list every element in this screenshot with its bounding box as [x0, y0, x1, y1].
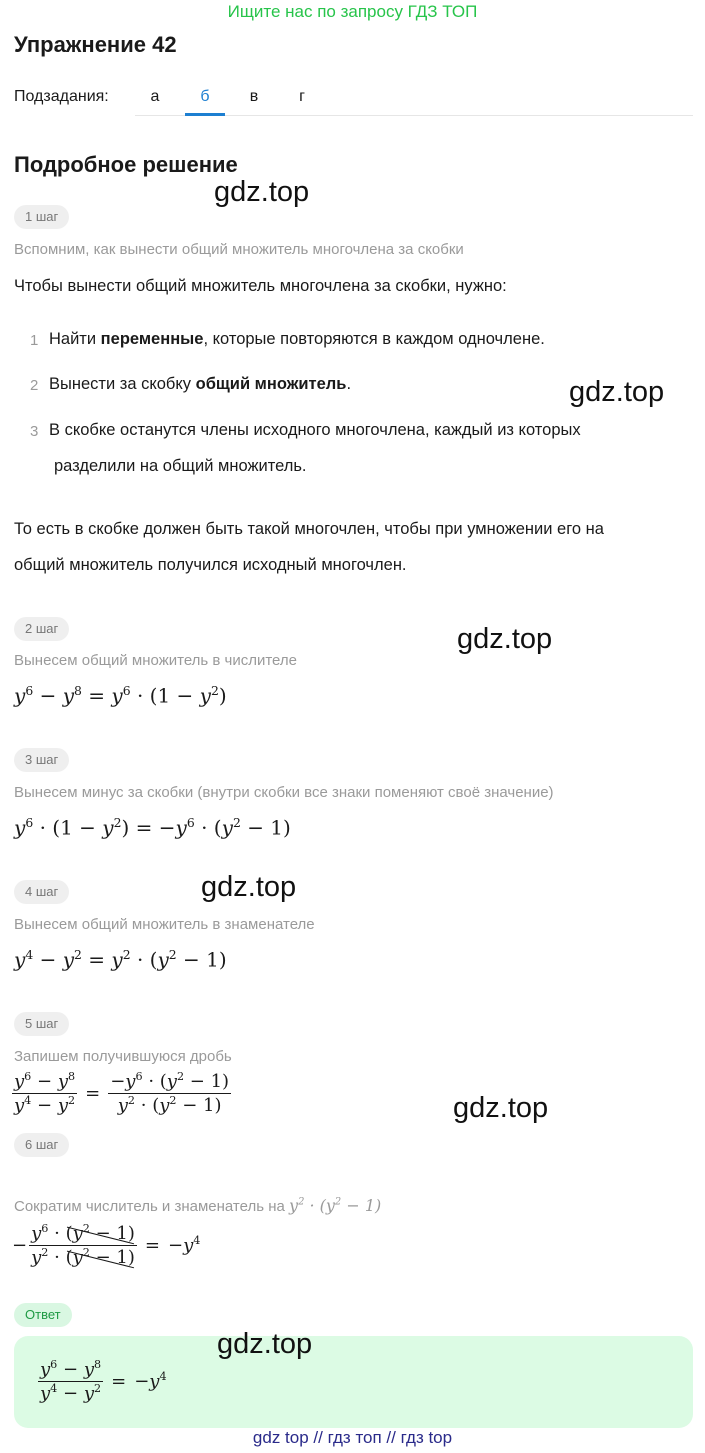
solution-heading: Подробное решение	[14, 152, 238, 177]
watermark: gdz.top	[569, 376, 665, 408]
watermark: gdz.top	[457, 623, 553, 655]
answer-formula: $\frac{y^6 - y^8}{y^4 - y^2}$ = $-y^4$	[40, 1358, 167, 1404]
formula: $y^4 - y^2 = y^2 \cdot (y^2 - 1)$	[14, 947, 227, 972]
step-badge: 3 шаг	[14, 748, 69, 772]
list-item: Найти переменные, которые повторяются в каждом одночлене.	[49, 330, 545, 348]
watermark: gdz.top	[201, 871, 297, 903]
list-item-line: В скобке останутся члены исходного многочлена, каждый из которых	[49, 421, 581, 439]
step-hint: Вынесем общий множитель в знаменателе	[14, 916, 315, 933]
formula: $y^6 - y^8 = y^6 \cdot (1 - y^2)$	[14, 683, 227, 708]
step-text: Чтобы вынести общий множитель многочлена за скобки, нужно:	[14, 277, 507, 295]
step-hint: Запишем получившуюся дробь	[14, 1048, 232, 1065]
active-tab-indicator	[185, 113, 225, 116]
footer-links[interactable]: gdz top // гдз топ // гдз top	[252, 1428, 453, 1447]
subtasks-label: Подзадания:	[14, 88, 109, 105]
formula: $\frac{y^6 - y^8}{y^4 - y^2}$ = $\frac{-y^6 \cdot (y^2 - 1)}{y^2 \cdot (y^2 - 1)}$	[14, 1070, 230, 1116]
step-text: общий множитель получился исходный многочлен.	[14, 556, 407, 574]
list-number: 1	[30, 332, 39, 349]
step-badge: 1 шаг	[14, 205, 69, 229]
formula: $y^6 \cdot (1 - y^2) = -y^6 \cdot (y^2 - 1)$	[14, 815, 291, 840]
step-hint: Вспомним, как вынести общий множитель многочлена за скобки	[14, 241, 464, 258]
watermark: gdz.top	[453, 1092, 549, 1124]
page-title: Упражнение 42	[14, 32, 177, 57]
watermark: gdz.top	[214, 176, 310, 208]
step-text: То есть в скобке должен быть такой многочлен, чтобы при умножении его на	[14, 520, 604, 538]
step-badge: 2 шаг	[14, 617, 69, 641]
step-hint: Вынесем общий множитель в числителе	[14, 652, 298, 669]
step-badge: 6 шаг	[14, 1133, 69, 1157]
subtask-tab-g[interactable]: г	[299, 88, 305, 105]
answer-badge: Ответ	[14, 1303, 72, 1327]
subtask-tab-v[interactable]: в	[249, 88, 259, 105]
step-hint: Вынесем минус за скобки (внутри скобки все знаки поменяют своё значение)	[14, 784, 554, 801]
promo-banner: Ищите нас по запросу ГДЗ ТОП	[227, 2, 478, 21]
formula: − $\frac{y^6 \cdot (y^2 - 1)}{y^2 \cdot (y^2 - 1)}$ = $-y^4$	[12, 1222, 201, 1268]
list-item-line: разделили на общий множитель.	[54, 457, 307, 475]
step-hint: Сократим числитель и знаменатель на $y^2 \cdot (y^2 - 1)$	[14, 1196, 382, 1215]
step-badge: 4 шаг	[14, 880, 69, 904]
list-item: Вынести за скобку общий множитель.	[49, 375, 352, 393]
watermark: gdz.top	[217, 1328, 313, 1360]
list-number: 2	[30, 377, 39, 394]
subtask-tab-a[interactable]: а	[150, 88, 160, 105]
subtask-tab-b[interactable]: б	[200, 88, 210, 105]
step-badge: 5 шаг	[14, 1012, 69, 1036]
list-number: 3	[30, 423, 39, 440]
